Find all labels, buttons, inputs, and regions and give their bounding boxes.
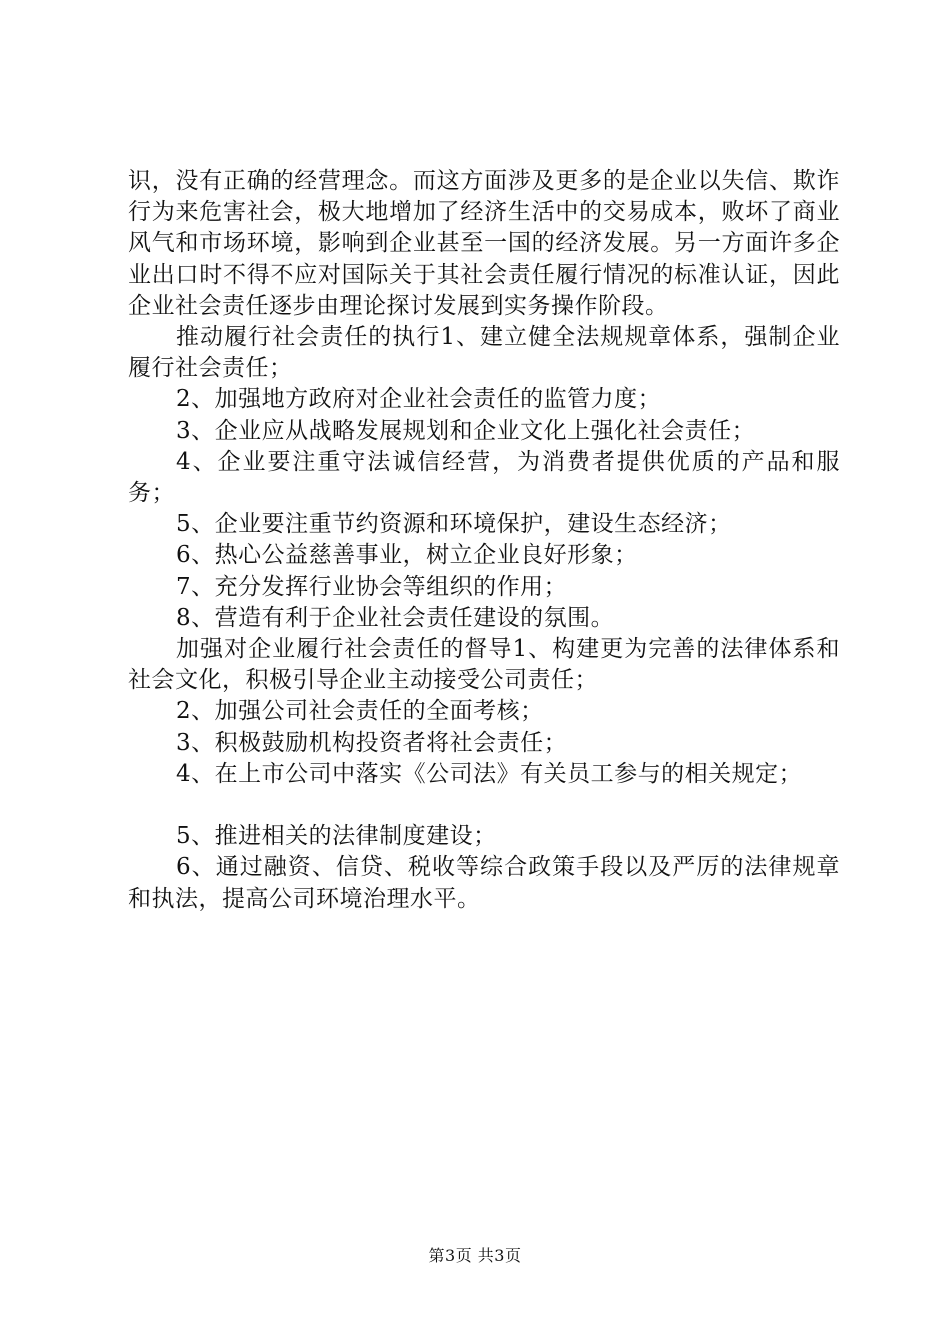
paragraph-supervision-heading: 加强对企业履行社会责任的督导1、构建更为完善的法律体系和社会文化，积极引导企业主动接受公司责任； [128, 636, 840, 694]
list-item: 7、充分发挥行业协会等组织的作用； [176, 573, 568, 600]
list-item: 8、营造有利于企业社会责任建设的氛围。 [176, 604, 615, 631]
paragraph-intro: 识，没有正确的经营理念。而这方面涉及更多的是企业以失信、欺诈行为来危害社会，极大地增加了经济生活中的交易成本，败坏了商业风气和市场环境，影响到企业甚至一国的经济发展。另一方面许多企业出口时不得不应对国际关于其社会责任履行情况的标准认证，因此企业社会责任逐步由理论探讨发展到实务操作阶段。 [128, 168, 840, 319]
list-item: 6、通过融资、信贷、税收等综合政策手段以及严厉的法律规章和执法，提高公司环境治理水平。 [128, 854, 840, 912]
page-footer: 第3页 共3页 [428, 1246, 522, 1265]
paragraph-execution-heading: 推动履行社会责任的执行1、建立健全法规规章体系，强制企业履行社会责任； [128, 324, 840, 382]
list-item: 6、热心公益慈善事业，树立企业良好形象； [176, 542, 638, 569]
blank-line [128, 790, 840, 821]
document-body [128, 166, 840, 915]
list-item: 5、企业要注重节约资源和环境保护，建设生态经济； [176, 511, 732, 538]
list-item: 2、加强公司社会责任的全面考核； [176, 698, 544, 725]
list-item: 5、推进相关的法律制度建设； [176, 823, 497, 850]
list-item: 2、加强地方政府对企业社会责任的监管力度； [176, 386, 662, 413]
list-item: 4、在上市公司中落实《公司法》有关员工参与的相关规定； [176, 760, 803, 787]
list-item: 4、企业要注重守法诚信经营，为消费者提供优质的产品和服务； [128, 448, 840, 507]
list-item: 3、积极鼓励机构投资者将社会责任； [176, 729, 568, 756]
list-item: 3、企业应从战略发展规划和企业文化上强化社会责任； [176, 417, 756, 444]
